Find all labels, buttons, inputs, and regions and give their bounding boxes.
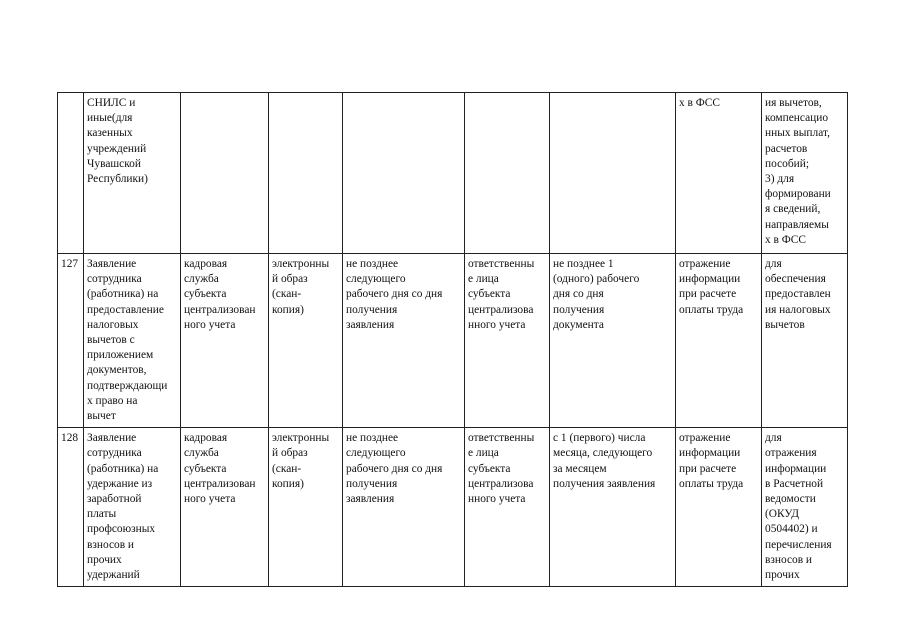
- document-name-cell: СНИЛС и иные(для казенных учреждений Чувашской Республики): [84, 93, 181, 254]
- table-row: [58, 428, 848, 587]
- usage-cell: для обеспечения предоставлен ия налоговых вычетов: [762, 254, 848, 428]
- usage-cell: для отражения информации в Расчетной ведомости (ОКУД 0504402) и перечисления взносов и прочих: [762, 428, 848, 587]
- transfer-deadline-cell: не позднее следующего рабочего дня со дня получения заявления: [343, 254, 465, 428]
- row-number: [58, 93, 84, 254]
- transfer-deadline-cell: не позднее следующего рабочего дня со дня получения заявления: [343, 428, 465, 587]
- responsible-cell: [465, 93, 550, 254]
- table-row: [58, 254, 848, 428]
- creator-cell: кадровая служба субъекта централизован ного учета: [181, 428, 269, 587]
- responsible-cell: ответственны е лица субъекта централизова нного учета: [465, 254, 550, 428]
- transfer-deadline-cell: [343, 93, 465, 254]
- purpose-cell: отражение информации при расчете оплаты труда: [676, 254, 762, 428]
- document-name-cell: Заявление сотрудника (работника) на предоставление налоговых вычетов с приложением документов, подтверждающи х право на вычет: [84, 254, 181, 428]
- row-number: 128: [58, 428, 84, 587]
- usage-cell: ия вычетов, компенсацио нных выплат, расчетов пособий; 3) для формировани я сведений, направляемы х в ФСС: [762, 93, 848, 254]
- table-row: [58, 93, 848, 254]
- processing-deadline-cell: с 1 (первого) числа месяца, следующего за месяцем получения заявления: [550, 428, 676, 587]
- creator-cell: [181, 93, 269, 254]
- processing-deadline-cell: не позднее 1 (одного) рабочего дня со дня получения документа: [550, 254, 676, 428]
- creator-cell: кадровая служба субъекта централизован ного учета: [181, 254, 269, 428]
- row-number: 127: [58, 254, 84, 428]
- purpose-cell: отражение информации при расчете оплаты труда: [676, 428, 762, 587]
- format-cell: [269, 93, 343, 254]
- document-name-cell: Заявление сотрудника (работника) на удержание из заработной платы профсоюзных взносов и прочих удержаний: [84, 428, 181, 587]
- processing-deadline-cell: [550, 93, 676, 254]
- format-cell: электронны й образ (скан- копия): [269, 428, 343, 587]
- responsible-cell: ответственны е лица субъекта централизова нного учета: [465, 428, 550, 587]
- document-table: [57, 92, 848, 587]
- purpose-cell: х в ФСС: [676, 93, 762, 254]
- format-cell: электронны й образ (скан- копия): [269, 254, 343, 428]
